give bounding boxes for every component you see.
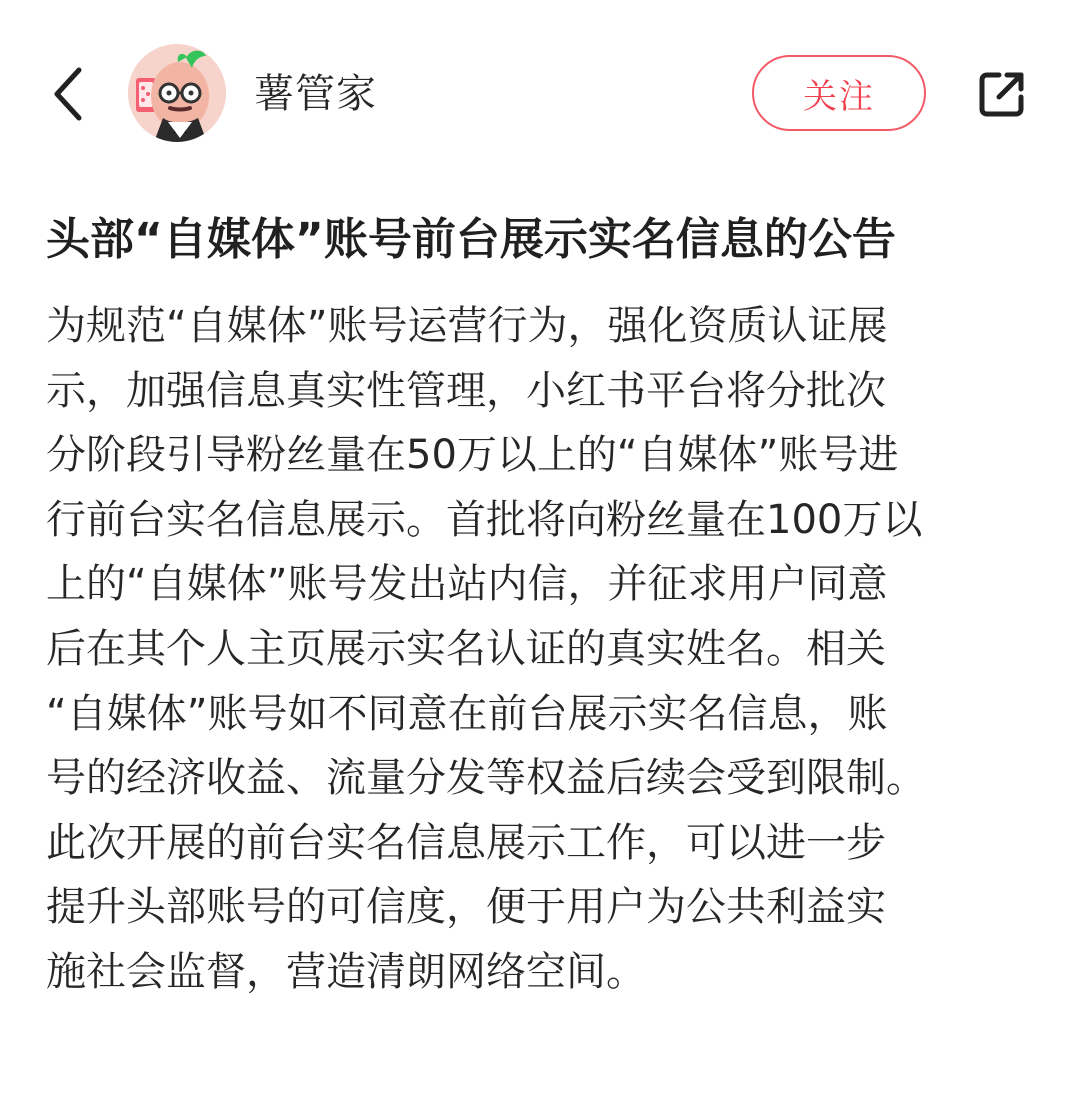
article-line-4: 行前台实名信息展示。首批将向粉丝量在100万以 xyxy=(46,496,923,543)
avatar[interactable] xyxy=(128,44,226,142)
potato-mascot-avatar xyxy=(128,44,226,142)
follow-button[interactable] xyxy=(752,55,926,131)
article-line-11: 施社会监督，营造清朗网络空间。 xyxy=(46,948,646,995)
article-line-1: 为规范“自媒体”账号运营行为，强化资质认证展 xyxy=(46,303,888,349)
author-name[interactable]: 薯管家 xyxy=(254,71,377,117)
article-line-7: “自媒体”账号如不同意在前台展示实名信息，账 xyxy=(46,690,888,737)
article-line-5: 上的“自媒体”账号发出站内信，并征求用户同意 xyxy=(46,561,888,608)
follow-button-label: 关注 xyxy=(803,76,875,117)
article-line-2: 示，加强信息真实性管理，小红书平台将分批次 xyxy=(46,367,886,414)
note-header xyxy=(0,0,1080,185)
share-button[interactable] xyxy=(964,56,1040,132)
chevron-left-icon xyxy=(47,66,89,122)
article-body xyxy=(46,294,1046,1005)
article-line-3: 分阶段引导粉丝量在50万以上的“自媒体”账号进 xyxy=(46,432,899,479)
article-line-8: 号的经济收益、流量分发等权益后续会受到限制。 xyxy=(46,755,926,802)
article-line-10: 提升头部账号的可信度，便于用户为公共利益实 xyxy=(46,884,886,931)
article-title: 头部“自媒体”账号前台展示实名信息的公告 xyxy=(46,214,896,265)
share-arrow-icon xyxy=(974,66,1030,122)
article-line-9: 此次开展的前台实名信息展示工作，可以进一步 xyxy=(46,819,886,866)
article-line-6: 后在其个人主页展示实名认证的真实姓名。相关 xyxy=(46,625,886,672)
back-button[interactable] xyxy=(36,62,100,126)
